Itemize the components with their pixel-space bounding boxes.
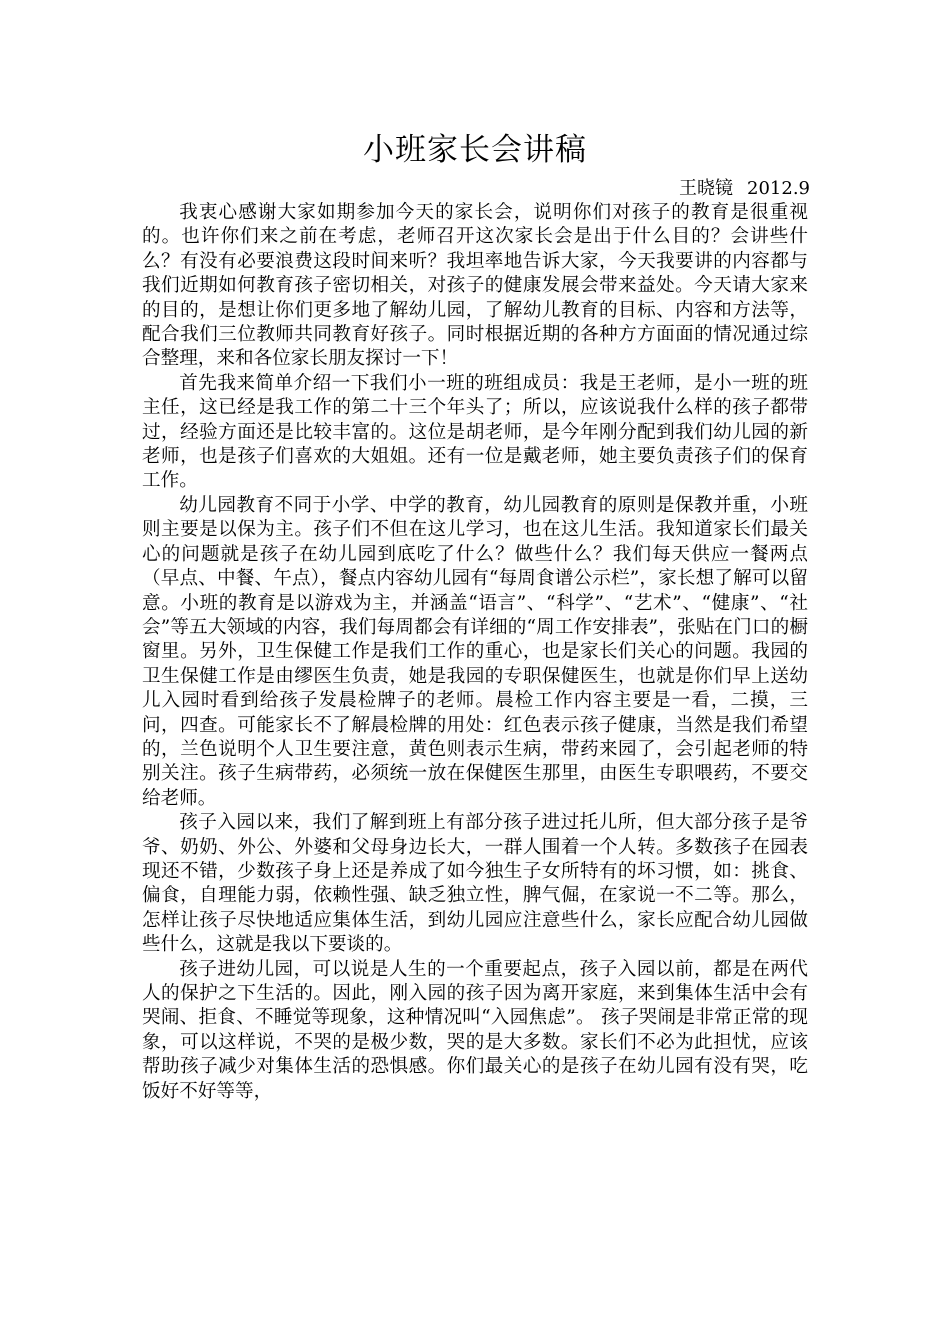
paragraph: 孩子进幼儿园，可以说是人生的一个重要起点，孩子入园以前，都是在两代人的保护之下生活的。因此，刚入园的孩子因为离开家庭，来到集体生活中会有哭闹、拒食、不睡觉等现象，这种情况叫“入园焦虑”。 孩子哭闹是非常正常的现象，可以这样说，不哭的是极少数，哭的是大多数。家长们不必为此担忧，应该帮助孩子减少对集体生活的恐惧感。你们最关心的是孩子在幼儿园有没有哭，吃饭好不好等等， bbox=[142, 958, 808, 1102]
paragraph: 孩子入园以来，我们了解到班上有部分孩子进过托儿所，但大部分孩子是爷爷、奶奶、外公、外婆和父母身边长大，一群人围着一个人转。多数孩子在园表现还不错，少数孩子身上还是养成了如今独生子女所特有的坏习惯，如：挑食、偏食，自理能力弱，依赖性强、缺乏独立性，脾气倔，在家说一不二等。那么，怎样让孩子尽快地适应集体生活，到幼儿园应注意些什么，家长应配合幼儿园做些什么，这就是我以下要谈的。 bbox=[142, 812, 808, 956]
paragraph: 我衷心感谢大家如期参加今天的家长会，说明你们对孩子的教育是很重视的。也许你们来之前在考虑，老师召开这次家长会是出于什么目的？会讲些什么？有没有必要浪费这段时间来听？我坦率地告诉大家，今天我要讲的内容都与我们近期如何教育孩子密切相关，对孩子的健康发展会带来益处。今天请大家来的目的，是想让你们更多地了解幼儿园，了解幼儿教育的目标、内容和方法等，配合我们三位教师共同教育好孩子。同时根据近期的各种方方面面的情况通过综合整理，来和各位家长朋友探讨一下！ bbox=[142, 202, 808, 370]
document-date: 2012.9 bbox=[747, 178, 810, 199]
paragraph: 首先我来简单介绍一下我们小一班的班组成员：我是王老师，是小一班的班主任，这已经是我工作的第二十三个年头了；所以，应该说我什么样的孩子都带过，经验方面还是比较丰富的。这位是胡老师，是今年刚分配到我们幼儿园的新老师，也是孩子们喜欢的大姐姐。还有一位是戴老师，她主要负责孩子们的保育工作。 bbox=[142, 372, 808, 492]
byline bbox=[140, 176, 810, 202]
document-body bbox=[142, 201, 808, 1104]
author-name: 王晓镜 bbox=[679, 178, 734, 199]
paragraph: 幼儿园教育不同于小学、中学的教育，幼儿园教育的原则是保教并重，小班则主要是以保为主。孩子们不但在这儿学习，也在这儿生活。我知道家长们最关心的问题就是孩子在幼儿园到底吃了什么？做些什么？我们每天供应一餐两点（早点、中餐、午点），餐点内容幼儿园有“每周食谱公示栏”，家长想了解可以留意。小班的教育是以游戏为主，并涵盖“语言”、“科学”、“艺术”、“健康”、“社会”等五大领域的内容，我们每周都会有详细的“周工作安排表”，张贴在门口的橱窗里。另外，卫生保健工作是我们工作的重心，也是家长们关心的问题。我园的卫生保健工作是由缪医生负责，她是我园的专职保健医生，也就是你们早上送幼儿入园时看到给孩子发晨检牌子的老师。晨检工作内容主要是一看，二摸，三问，四查。可能家长不了解晨检牌的用处：红色表示孩子健康，当然是我们希望的，兰色说明个人卫生要注意，黄色则表示生病，带药来园了，会引起老师的特别关注。孩子生病带药，必须统一放在保健医生那里，由医生专职喂药，不要交给老师。 bbox=[142, 494, 808, 809]
document-title: 小班家长会讲稿 bbox=[363, 132, 587, 168]
